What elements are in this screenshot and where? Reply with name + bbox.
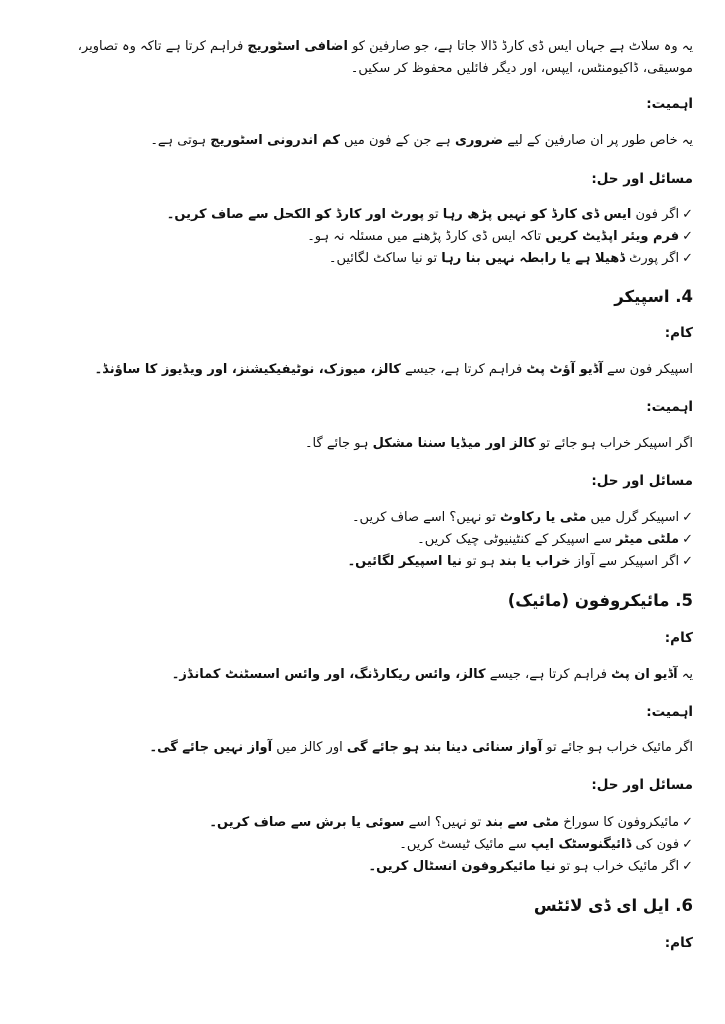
- intro-line-1: [24, 36, 693, 58]
- text-run: ہوتی ہے۔: [150, 133, 211, 148]
- bold-text-run: کالز، میوزک، نوٹیفیکیشنز، اور ویڈیوز کا ساؤنڈ۔: [94, 362, 401, 377]
- speaker-importance-text: [24, 433, 693, 455]
- bold-text-run: نیا مائیکروفون انسٹال کریں۔: [368, 859, 556, 874]
- text-run: فراہم کرتا ہے، جیسے: [485, 667, 612, 682]
- checkmark-icon: ✓: [682, 207, 693, 222]
- microphone-work-label: کام:: [664, 630, 693, 646]
- text-run: فراہم کرتا ہے تاکہ وہ تصاویر،: [77, 39, 248, 54]
- speaker-heading: 4. اسپیکر: [614, 287, 693, 306]
- microphone-importance-text: [24, 737, 693, 759]
- text-run: ہو جائے گا۔: [304, 436, 373, 451]
- bold-text-run: کالز اور میڈیا سننا مشکل: [372, 436, 536, 451]
- bold-text-run: فرم ویئر اپڈیٹ کریں: [545, 229, 680, 244]
- bold-text-run: خراب یا بند: [499, 554, 571, 569]
- sd-importance-text: [24, 130, 693, 152]
- text-run: اور کالز میں: [272, 740, 347, 755]
- bold-text-run: ملٹی میٹر: [616, 532, 680, 547]
- speaker-work-text: [24, 359, 693, 381]
- text-run: تو: [424, 207, 443, 222]
- bold-text-run: مٹی سے بند: [485, 815, 560, 830]
- text-run: اسپیکر گرل میں: [586, 510, 680, 525]
- text-run: ہے جن کے فون میں: [339, 133, 455, 148]
- checkmark-icon: ✓: [682, 554, 693, 569]
- microphone-importance-label: اہمیت:: [646, 704, 693, 720]
- checkmark-icon: ✓: [682, 859, 693, 874]
- bold-text-run: پورٹ اور کارڈ کو الکحل سے صاف کریں۔: [166, 207, 425, 222]
- sd-bullet-1: [24, 204, 693, 226]
- microphone-heading: 5. مائیکروفون (مائیک): [507, 591, 693, 610]
- text-run: ہو تو: [462, 554, 500, 569]
- text-run: اگر اسپیکر خراب ہو جائے تو: [535, 436, 693, 451]
- bold-text-run: مٹی یا رکاوٹ: [499, 510, 587, 525]
- text-run: فون کی: [631, 837, 680, 852]
- text-run: تو نیا ساکٹ لگائیں۔: [328, 251, 442, 266]
- checkmark-icon: ✓: [682, 510, 693, 525]
- text-run: تو نہیں؟ اسے صاف کریں۔: [351, 510, 500, 525]
- speaker-problems-label: مسائل اور حل:: [591, 473, 693, 489]
- sd-bullet-2: [24, 226, 693, 248]
- microphone-problems-label: مسائل اور حل:: [591, 777, 693, 793]
- checkmark-icon: ✓: [682, 815, 693, 830]
- intro-line-2: [24, 58, 693, 80]
- speaker-bullet-2: [24, 529, 693, 551]
- text-run: اگر فون: [631, 207, 680, 222]
- led-heading: 6. ایل ای ڈی لائٹس: [533, 896, 693, 915]
- bold-text-run: نیا اسپیکر لگائیں۔: [347, 554, 463, 569]
- bold-text-run: ضروری: [454, 133, 504, 148]
- bold-text-run: اضافی اسٹوریج: [247, 39, 348, 54]
- speaker-work-label: کام:: [664, 325, 693, 341]
- checkmark-icon: ✓: [682, 251, 693, 266]
- sd-importance-label: اہمیت:: [646, 96, 693, 112]
- text-run: تاکہ ایس ڈی کارڈ پڑھنے میں مسئلہ نہ ہو۔: [307, 229, 546, 244]
- text-run: تو نہیں؟ اسے: [404, 815, 486, 830]
- microphone-bullet-3: [24, 856, 693, 878]
- text-run: اگر مائیک خراب ہو جائے تو: [542, 740, 693, 755]
- checkmark-icon: ✓: [682, 837, 693, 852]
- microphone-bullet-2: [24, 834, 693, 856]
- bold-text-run: ڈھیلا ہے یا رابطہ نہیں بنا رہا: [441, 251, 625, 266]
- text-run: یہ وہ سلاٹ ہے جہاں ایس ڈی کارڈ ڈالا جاتا ہے، جو صارفین کو: [347, 39, 693, 54]
- bold-text-run: آواز نہیں جائے گی۔: [149, 740, 273, 755]
- speaker-bullet-1: [24, 507, 693, 529]
- text-run: موسیقی، ڈاکیومنٹس، ایپس، اور دیگر فائلیں محفوظ کر سکیں۔: [350, 61, 693, 76]
- speaker-bullet-3: [24, 551, 693, 573]
- text-run: اگر اسپیکر سے آواز: [570, 554, 680, 569]
- sd-problems-label: مسائل اور حل:: [591, 171, 693, 187]
- text-run: فراہم کرتا ہے، جیسے: [400, 362, 527, 377]
- text-run: یہ: [677, 667, 693, 682]
- bold-text-run: ڈائیگنوسٹک ایپ: [530, 837, 632, 852]
- bold-text-run: آواز سنائی دینا بند ہو جائے گی: [346, 740, 543, 755]
- text-run: سے اسپیکر کے کنٹینیوٹی چیک کریں۔: [417, 532, 616, 547]
- checkmark-icon: ✓: [682, 532, 693, 547]
- text-run: اسپیکر فون سے: [602, 362, 693, 377]
- bold-text-run: ایس ڈی کارڈ کو نہیں پڑھ رہا: [442, 207, 632, 222]
- bold-text-run: کالز، وائس ریکارڈنگ، اور وائس اسسٹنٹ کمانڈز۔: [171, 667, 486, 682]
- text-run: اگر پورٹ: [625, 251, 680, 266]
- bold-text-run: آڈیو آؤٹ پٹ: [526, 362, 603, 377]
- microphone-work-text: [24, 664, 693, 686]
- bold-text-run: آڈیو ان پٹ: [611, 667, 678, 682]
- bold-text-run: سوئی یا برش سے صاف کریں۔: [209, 815, 405, 830]
- bold-text-run: کم اندرونی اسٹوریج: [210, 133, 340, 148]
- text-run: اگر مائیک خراب ہو تو: [555, 859, 680, 874]
- microphone-bullet-1: [24, 812, 693, 834]
- text-run: مائیکروفون کا سوراخ: [559, 815, 680, 830]
- led-work-label: کام:: [664, 935, 693, 951]
- sd-bullet-3: [24, 248, 693, 270]
- text-run: یہ خاص طور پر ان صارفین کے لیے: [503, 133, 693, 148]
- checkmark-icon: ✓: [682, 229, 693, 244]
- text-run: سے مائیک ٹیسٹ کریں۔: [399, 837, 531, 852]
- speaker-importance-label: اہمیت:: [646, 399, 693, 415]
